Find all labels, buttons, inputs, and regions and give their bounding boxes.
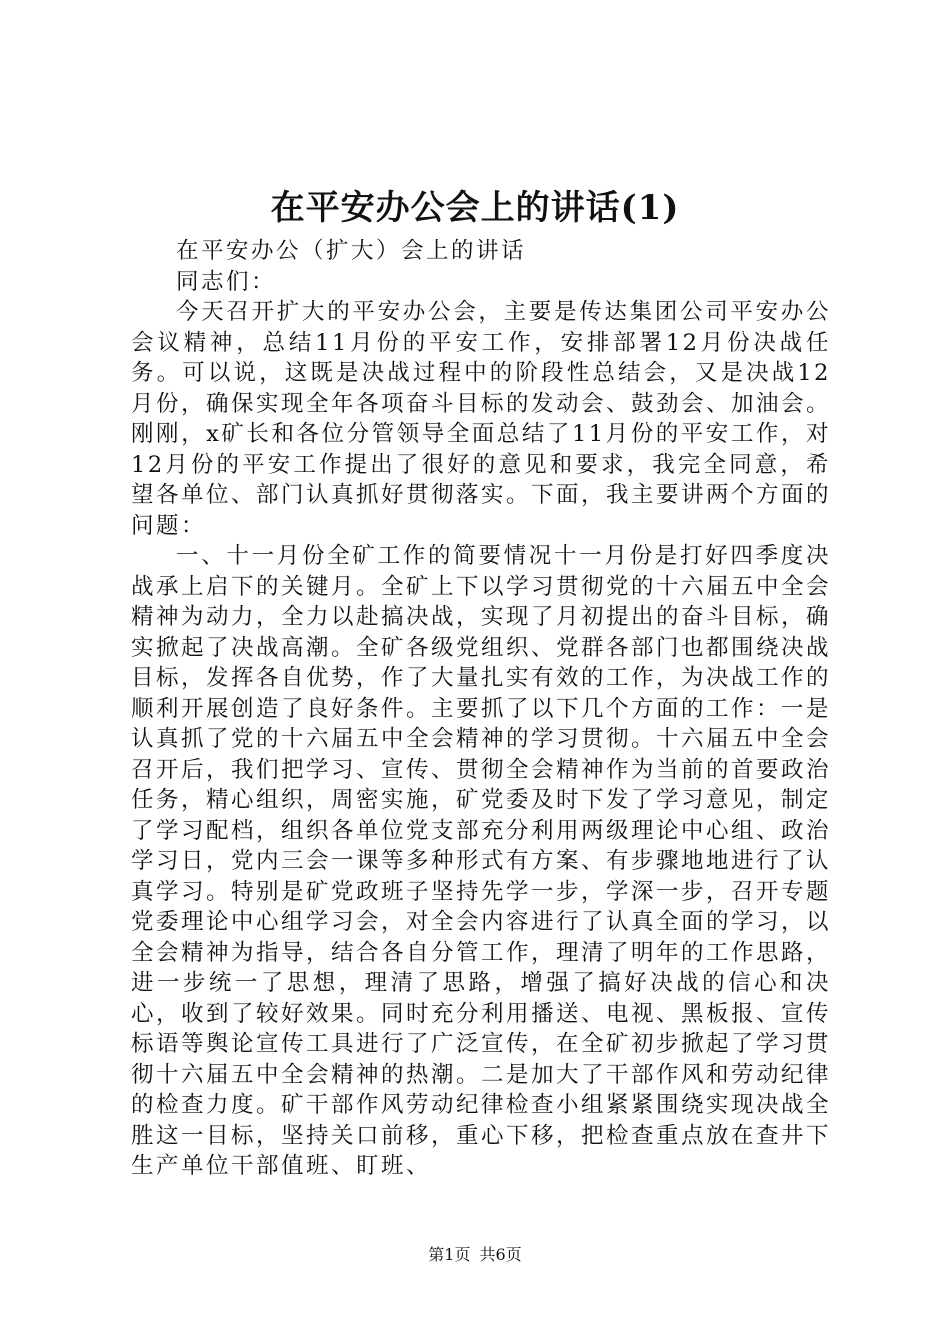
salutation: 同志们： (176, 268, 277, 295)
body-paragraph-section-one: 一、十一月份全矿工作的简要情况十一月份是打好四季度决战承上启下的关键月。全矿上下以学习贯彻党的十六届五中全会精神为动力，全力以赴搞决战，实现了月初提出的奋斗目标，确实掀起了决战高潮。全矿各级党组织、党群各部门也都围绕决战目标，发挥各自优势，作了大量扎实有效的工作，为决战工作的顺利开展创造了良好条件。主要抓了以下几个方面的工作：一是认真抓了党的十六届五中全会精神的学习贯彻。十六届五中全会召开后，我们把学习、宣传、贯彻全会精神作为当前的首要政治任务，精心组织，周密实施，矿党委及时下发了学习意见，制定了学习配档，组织各单位党支部充分利用两级理论中心组、政治学习日，党内三会一课等多种形式有方案、有步骤地地进行了认真学习。特别是矿党政班子坚持先学一步，学深一步，召开专题党委理论中心组学习会，对全会内容进行了认真全面的学习，以全会精神为指导，结合各自分管工作，理清了明年的工作思路，进一步统一了思想，理清了思路，增强了搞好决战的信心和决心，收到了较好效果。同时充分利用播送、电视、黑板报、宣传标语等舆论宣传工具进行了广泛宣传，在全矿初步掀起了学习贯彻十六届五中全会精神的热潮。二是加大了干部作风和劳动纪律的检查力度。矿干部作风劳动纪律检查小组紧紧围绕实现决战全胜这一目标，坚持关口前移，重心下移，把检查重点放在查井下生产单位干部值班、盯班、 (131, 543, 832, 1179)
document-body (131, 236, 831, 1182)
page-total: 共6页 (479, 1245, 522, 1264)
body-paragraph-intro: 今天召开扩大的平安办公会，主要是传达集团公司平安办公会议精神，总结11月份的平安工作，安排部署12月份决战任务。可以说，这既是决战过程中的阶段性总结会，又是决战12月份，确保实现全年各项奋斗目标的发动会、鼓劲会、加油会。刚刚，x矿长和各位分管领导全面总结了11月份的平安工作，对12月份的平安工作提出了很好的意见和要求，我完全同意，希望各单位、部门认真抓好贯彻落实。下面，我主要讲两个方面的问题： (131, 299, 832, 539)
speech-heading: 在平安办公（扩大）会上的讲话 (176, 238, 527, 264)
page-footer (0, 1243, 950, 1267)
page-number: 第1页 (428, 1245, 471, 1264)
document-title: 在平安办公会上的讲话(1) (270, 188, 680, 228)
